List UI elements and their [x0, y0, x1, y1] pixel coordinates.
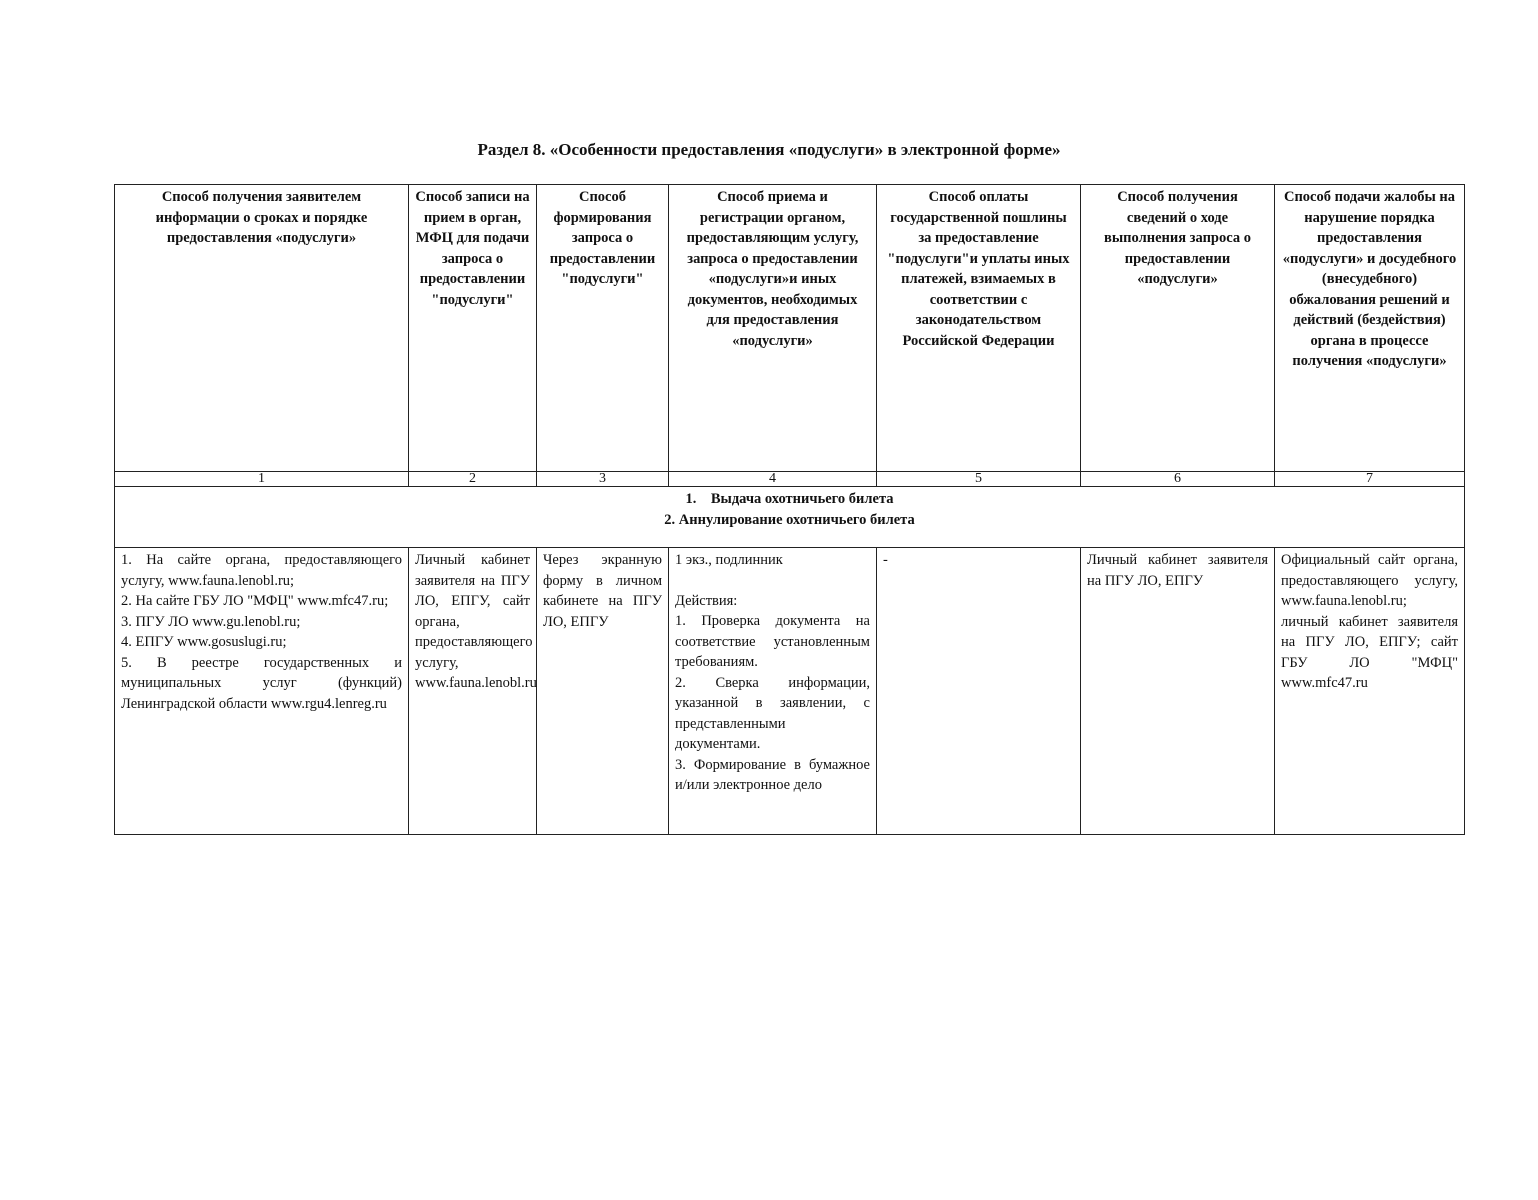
- services-table: [114, 184, 1465, 835]
- spacer: [675, 571, 870, 591]
- action-3: 3. Формирование в бумажное и/или электронное дело: [675, 756, 870, 793]
- complaint-method-cell: Официальный сайт органа, предоставляющего услугу, www.fauna.lenobl.ru; личный кабинет заявителя на ПГУ ЛО, ЕПГУ; сайт ГБУ ЛО "МФЦ" www.mfc47.ru: [1275, 548, 1465, 835]
- column-number: 4: [669, 472, 877, 487]
- header-cell: Способ формирования запроса о предоставлении "подуслуги": [537, 185, 669, 472]
- column-number: 3: [537, 472, 669, 487]
- header-cell: Способ записи на прием в орган, МФЦ для подачи запроса о предоставлении "подуслуги": [409, 185, 537, 472]
- action-2: 2. Сверка информации, указанной в заявлении, с представленными документами.: [675, 674, 870, 752]
- section-heading-row: [115, 487, 1465, 548]
- page-title: Раздел 8. «Особенности предоставления «подуслуги» в электронной форме»: [477, 140, 1061, 159]
- info-method-4: 4. ЕПГУ www.gosuslugi.ru;: [121, 634, 287, 650]
- header-cell: Способ получения заявителем информации о сроках и порядке предоставления «подуслуги»: [115, 185, 409, 472]
- section-heading: [115, 487, 1465, 548]
- column-number: 1: [115, 472, 409, 487]
- request-form-cell: Через экранную форму в личном кабинете на ПГУ ЛО, ЕПГУ: [537, 548, 669, 835]
- header-cell: Способ получения сведений о ходе выполнения запроса о предоставлении «подуслуги»: [1081, 185, 1275, 472]
- appointment-method-cell: Личный кабинет заявителя на ПГУ ЛО, ЕПГУ, сайт органа, предоставляющего услугу, www.fauna.lenobl.ru: [409, 548, 537, 835]
- payment-method-cell: -: [877, 548, 1081, 835]
- column-number: 6: [1081, 472, 1275, 487]
- action-1: 1. Проверка документа на соответствие установленным требованиям.: [675, 613, 870, 670]
- section-heading-line-2: 2. Аннулирование охотничьего билета: [664, 511, 915, 528]
- column-number: 2: [409, 472, 537, 487]
- info-method-2: 2. На сайте ГБУ ЛО "МФЦ" www.mfc47.ru;: [121, 593, 389, 609]
- info-method-5: 5. В реестре государственных и муниципальных услуг (функций) Ленинградской области www.rgu4.lenreg.ru: [121, 654, 402, 712]
- header-cell: Способ подачи жалобы на нарушение порядка предоставления «подуслуги» и досудебного (внесудебного) обжалования решений и действий (бездействия) органа в процессе получения «подуслуги»: [1275, 185, 1465, 472]
- table-row: [115, 548, 1465, 835]
- copies-note: 1 экз., подлинник: [675, 552, 783, 568]
- info-methods-cell: [115, 548, 409, 835]
- reception-registration-cell: [669, 548, 877, 835]
- info-method-3: 3. ПГУ ЛО www.gu.lenobl.ru;: [121, 613, 301, 630]
- section-heading-line-1: 1. Выдача охотничьего билета: [685, 491, 894, 507]
- table-header-row: [115, 185, 1465, 472]
- header-cell: Способ приема и регистрации органом, предоставляющим услугу, запроса о предоставлении «подуслуги»и иных документов, необходимых для предоставления «подуслуги»: [669, 185, 877, 472]
- info-method-1: 1. На сайте органа, предоставляющего услугу, www.fauna.lenobl.ru;: [121, 552, 402, 589]
- column-number: 7: [1275, 472, 1465, 487]
- column-number-row: [115, 472, 1465, 487]
- column-number: 5: [877, 472, 1081, 487]
- header-cell: Способ оплаты государственной пошлины за предоставление "подуслуги"и уплаты иных платежей, взимаемых в соответствии с законодательством Российской Федерации: [877, 185, 1081, 472]
- actions-label: Действия:: [675, 592, 738, 609]
- status-info-cell: Личный кабинет заявителя на ПГУ ЛО, ЕПГУ: [1081, 548, 1275, 835]
